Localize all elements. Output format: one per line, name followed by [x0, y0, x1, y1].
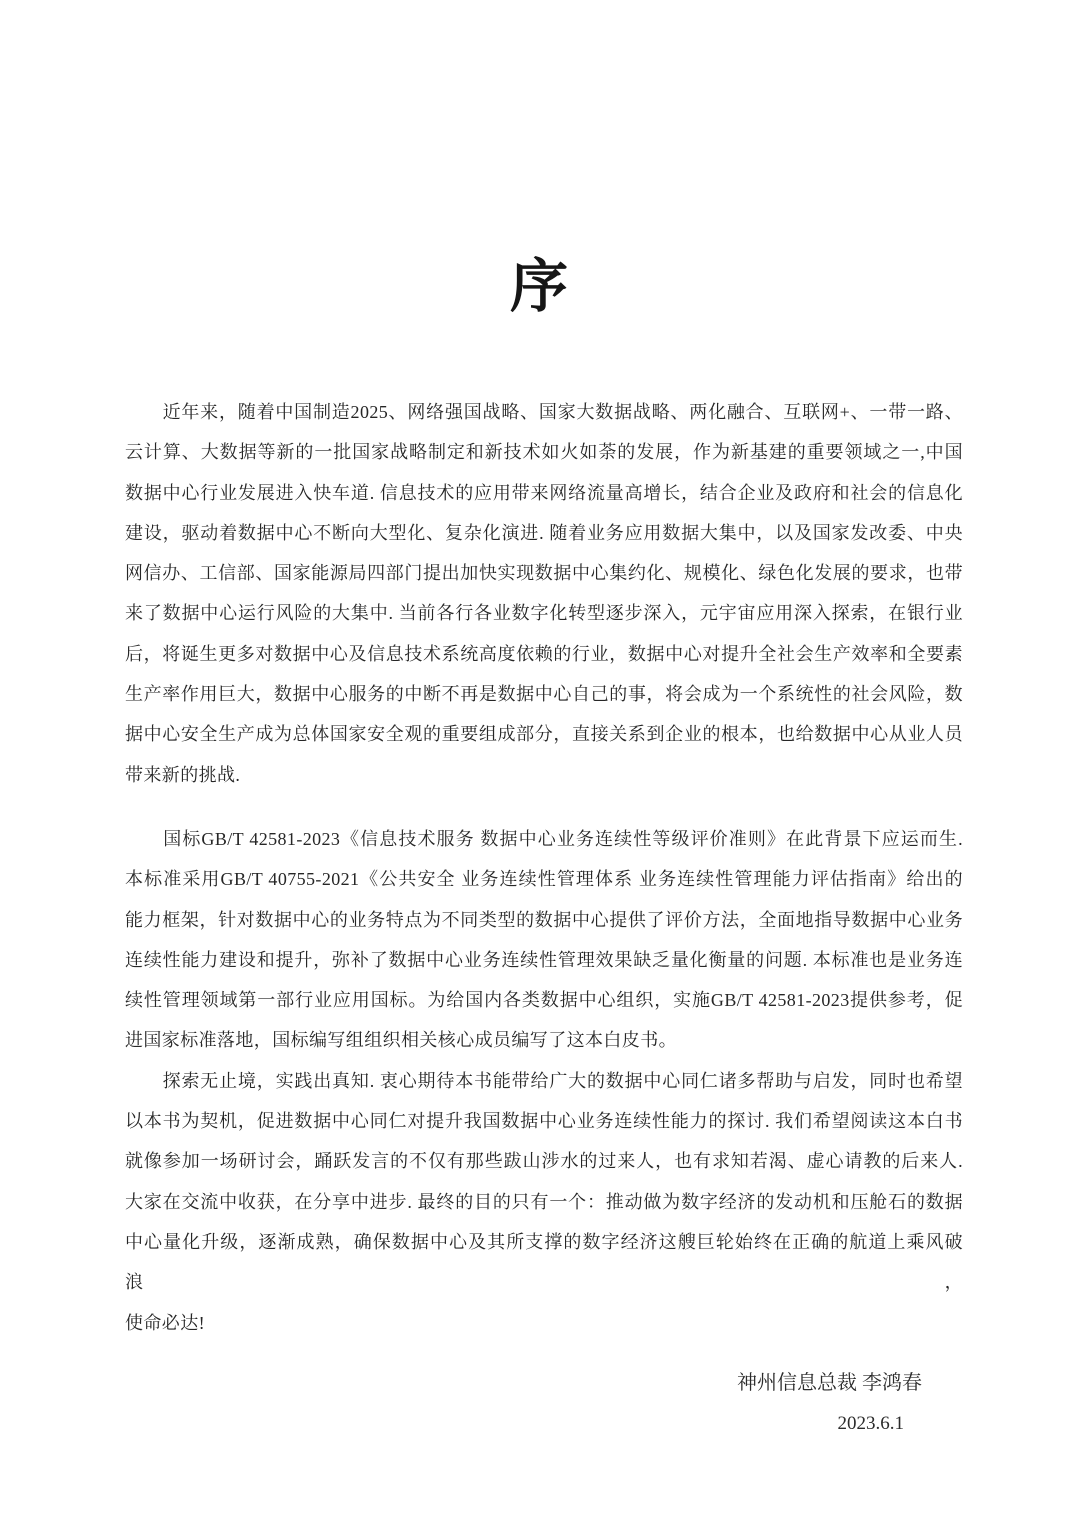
date: 2023.6.1: [837, 1412, 904, 1434]
body-line: 就像参加一场研讨会，踊跃发言的不仅有那些跋山涉水的过来人，也有求知若渴、虚心请教的后来人.: [125, 1151, 963, 1172]
body-line: 建设，驱动着数据中心不断向大型化、复杂化演进. 随着业务应用数据大集中，以及国家发改委、中央: [125, 522, 963, 543]
body-line: 进国家标准落地，国标编写组组织相关核心成员编写了这本白皮书。: [125, 1030, 677, 1051]
signature: 神州信息总裁 李鸿春: [737, 1371, 922, 1394]
body-line: 以本书为契机，促进数据中心同仁对提升我国数据中心业务连续性能力的探讨. 我们希望阅读这本白书: [125, 1111, 963, 1132]
preface-title: 序: [509, 254, 570, 319]
body-line: 生产率作用巨大，数据中心服务的中断不再是数据中心自己的事，将会成为一个系统性的社会风险，数: [125, 684, 963, 705]
preface-body: [125, 392, 963, 1343]
body-line: 连续性能力建设和提升，弥补了数据中心业务连续性管理效果缺乏量化衡量的问题. 本标准也是业务连: [125, 949, 963, 970]
body-line: 数据中心行业发展进入快车道. 信息技术的应用带来网络流量高增长，结合企业及政府和社会的信息化: [125, 482, 963, 503]
body-line: 使命必达!: [125, 1312, 205, 1333]
body-line: 中心量化升级，逐渐成熟，确保数据中心及其所支撑的数字经济这艘巨轮始终在正确的航道上乘风破浪，: [125, 1231, 963, 1293]
body-line: 本标准采用GB/T 40755-2021《公共安全 业务连续性管理体系 业务连续性管理能力评估指南》给出的: [125, 869, 963, 890]
body-line: 网信办、工信部、国家能源局四部门提出加快实现数据中心集约化、规模化、绿色化发展的要求，也带: [125, 563, 963, 584]
body-line: 能力框架，针对数据中心的业务特点为不同类型的数据中心提供了评价方法，全面地指导数据中心业务: [125, 909, 963, 930]
body-line: 来了数据中心运行风险的大集中. 当前各行各业数字化转型逐步深入，元宇宙应用深入探索，在银行业: [125, 603, 963, 624]
body-line: 后，将诞生更多对数据中心及信息技术系统高度依赖的行业，数据中心对提升全社会生产效率和全要素: [125, 643, 963, 664]
body-line: 云计算、大数据等新的一批国家战略制定和新技术如火如荼的发展，作为新基建的重要领域之一,中国: [125, 442, 963, 463]
body-line: 探索无止境，实践出真知. 衷心期待本书能带给广大的数据中心同仁诸多帮助与启发，同时也希望: [125, 1070, 963, 1091]
body-line: 续性管理领域第一部行业应用国标。为给国内各类数据中心组织，实施GB/T 42581-2023提供参考，促: [125, 990, 963, 1011]
body-line: 据中心安全生产成为总体国家安全观的重要组成部分，直接关系到企业的根本，也给数据中心从业人员: [125, 724, 963, 745]
body-line: 近年来，随着中国制造2025、网络强国战略、国家大数据战略、两化融合、互联网+、一带一路、: [125, 402, 963, 422]
body-line: 国标GB/T 42581-2023《信息技术服务 数据中心业务连续性等级评价准则》在此背景下应运而生.: [125, 828, 963, 849]
body-line: 大家在交流中收获，在分享中进步. 最终的目的只有一个：推动做为数字经济的发动机和压舱石的数据: [125, 1191, 963, 1212]
body-line: 带来新的挑战.: [125, 764, 241, 785]
